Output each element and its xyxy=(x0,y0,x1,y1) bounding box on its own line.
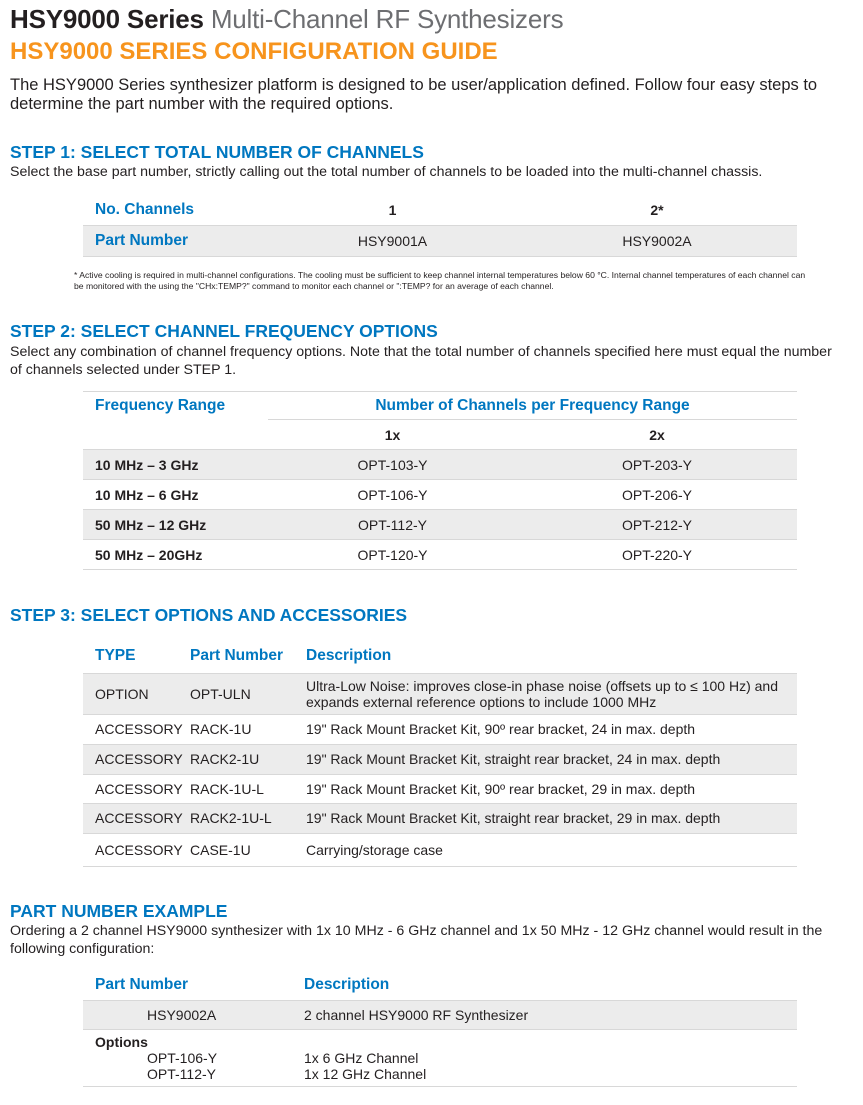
table-row xyxy=(83,673,797,714)
title-series: HSY9000 Series xyxy=(10,4,204,34)
table-row xyxy=(83,774,797,803)
table-row xyxy=(83,420,797,450)
channels-value-1: 1 xyxy=(268,196,517,225)
option-part: OPT-112-Y xyxy=(147,1065,216,1082)
options-label: Options xyxy=(95,1033,148,1050)
part-number-header: Part Number xyxy=(190,640,306,673)
accessory-description: 19" Rack Mount Bracket Kit, 90º rear bracket, 24 in max. depth xyxy=(306,714,797,744)
accessory-part: RACK-1U xyxy=(190,714,306,744)
option-2x: OPT-212-Y xyxy=(517,510,797,540)
table-row xyxy=(83,480,797,510)
frequency-range-header: Frequency Range xyxy=(83,392,268,420)
accessory-part: RACK2-1U-L xyxy=(190,803,306,833)
table-row xyxy=(83,714,797,744)
step2-heading: STEP 2: SELECT CHANNEL FREQUENCY OPTIONS xyxy=(10,321,438,341)
table-row xyxy=(83,970,797,1000)
step1-text: Select the base part number, strictly calling out the total number of channels to be loaded into the multi-channel chassis. xyxy=(10,164,763,180)
table-row xyxy=(83,1029,797,1086)
page-subtitle: HSY9000 SERIES CONFIGURATION GUIDE xyxy=(10,38,498,65)
example-base-description: 2 channel HSY9000 RF Synthesizer xyxy=(292,1000,797,1029)
accessory-type: ACCESSORY xyxy=(83,714,190,744)
accessory-type: ACCESSORY xyxy=(83,744,190,774)
accessory-type: ACCESSORY xyxy=(83,833,190,866)
accessory-part: OPT-ULN xyxy=(190,673,306,714)
table-row xyxy=(83,1000,797,1029)
accessory-part: CASE-1U xyxy=(190,833,306,866)
title-product: Multi-Channel RF Synthesizers xyxy=(210,4,564,34)
accessory-part: RACK2-1U xyxy=(190,744,306,774)
table-row xyxy=(83,225,797,256)
part-number-1: HSY9001A xyxy=(268,225,517,256)
example-base-part: HSY9002A xyxy=(83,1000,292,1029)
table-row xyxy=(83,744,797,774)
step1-heading: STEP 1: SELECT TOTAL NUMBER OF CHANNELS xyxy=(10,142,424,162)
option-2x: OPT-203-Y xyxy=(517,450,797,480)
example-options-cell xyxy=(83,1029,292,1086)
accessory-description: Carrying/storage case xyxy=(306,833,797,866)
example-description-header: Description xyxy=(292,970,797,1000)
accessory-type: ACCESSORY xyxy=(83,774,190,803)
accessory-description: 19" Rack Mount Bracket Kit, 90º rear bracket, 29 in max. depth xyxy=(306,774,797,803)
accessory-part: RACK-1U-L xyxy=(190,774,306,803)
table-row xyxy=(83,803,797,833)
range-label: 10 MHz – 3 GHz xyxy=(83,450,268,480)
table-row xyxy=(83,510,797,540)
channels-value-2: 2* xyxy=(517,196,797,225)
option-2x: OPT-220-Y xyxy=(517,540,797,570)
description-header: Description xyxy=(306,640,797,673)
cooling-footnote: * Active cooling is required in multi-channel configurations. The cooling must be sufficient to keep channel internal temperatures below 60 °C. Internal channel temperatures of each channel can be monitored with the using the "CHx:TEMP?" command to monitor each channel or ":TEMP? for an average of each channel. xyxy=(74,270,806,291)
col-1x-header: 1x xyxy=(268,420,517,450)
table-row xyxy=(83,833,797,866)
accessory-description: 19" Rack Mount Bracket Kit, straight rear bracket, 29 in max. depth xyxy=(306,803,797,833)
page-title xyxy=(10,4,563,35)
step3-heading: STEP 3: SELECT OPTIONS AND ACCESSORIES xyxy=(10,605,408,625)
option-1x: OPT-106-Y xyxy=(268,480,517,510)
table-row xyxy=(83,392,797,420)
range-label: 50 MHz – 12 GHz xyxy=(83,510,268,540)
example-options-desc-cell xyxy=(292,1029,797,1086)
step3-table xyxy=(83,640,797,867)
option-2x: OPT-206-Y xyxy=(517,480,797,510)
accessory-description: Ultra-Low Noise: improves close-in phase noise (offsets up to ≤ 100 Hz) and expands external reference options to include 1000 MHz xyxy=(306,673,797,714)
accessory-type: OPTION xyxy=(83,673,190,714)
step2-text: Select any combination of channel frequency options. Note that the total number of channels specified here must equal the number of channels selected under STEP 1. xyxy=(10,344,832,378)
channels-per-range-header: Number of Channels per Frequency Range xyxy=(268,392,797,420)
part-number-2: HSY9002A xyxy=(517,225,797,256)
example-part-header: Part Number xyxy=(83,970,292,1000)
range-label: 10 MHz – 6 GHz xyxy=(83,480,268,510)
option-description: 1x 12 GHz Channel xyxy=(304,1065,427,1082)
step1-table xyxy=(83,196,797,257)
table-row xyxy=(83,196,797,225)
option-1x: OPT-112-Y xyxy=(268,510,517,540)
col-2x-header: 2x xyxy=(517,420,797,450)
channels-label: No. Channels xyxy=(83,196,268,225)
part-number-label: Part Number xyxy=(83,225,268,256)
example-text: Ordering a 2 channel HSY9000 synthesizer with 1x 10 MHz - 6 GHz channel and 1x 50 MHz - 12 GHz channel would result in the following configuration: xyxy=(10,923,823,957)
example-heading: PART NUMBER EXAMPLE xyxy=(10,901,228,921)
accessory-type: ACCESSORY xyxy=(83,803,190,833)
accessory-description: 19" Rack Mount Bracket Kit, straight rear bracket, 24 in max. depth xyxy=(306,744,797,774)
range-label: 50 MHz – 20GHz xyxy=(83,540,268,570)
option-description: 1x 6 GHz Channel xyxy=(304,1049,419,1066)
table-row xyxy=(83,450,797,480)
option-part: OPT-106-Y xyxy=(147,1049,218,1066)
type-header: TYPE xyxy=(83,640,190,673)
table-row xyxy=(83,640,797,673)
option-1x: OPT-103-Y xyxy=(268,450,517,480)
step2-table xyxy=(83,391,797,570)
intro-text: The HSY9000 Series synthesizer platform is designed to be user/application defined. Follow four easy steps to determine the part number with the required options. xyxy=(10,76,818,113)
option-1x: OPT-120-Y xyxy=(268,540,517,570)
example-table xyxy=(83,970,797,1087)
table-row xyxy=(83,540,797,570)
